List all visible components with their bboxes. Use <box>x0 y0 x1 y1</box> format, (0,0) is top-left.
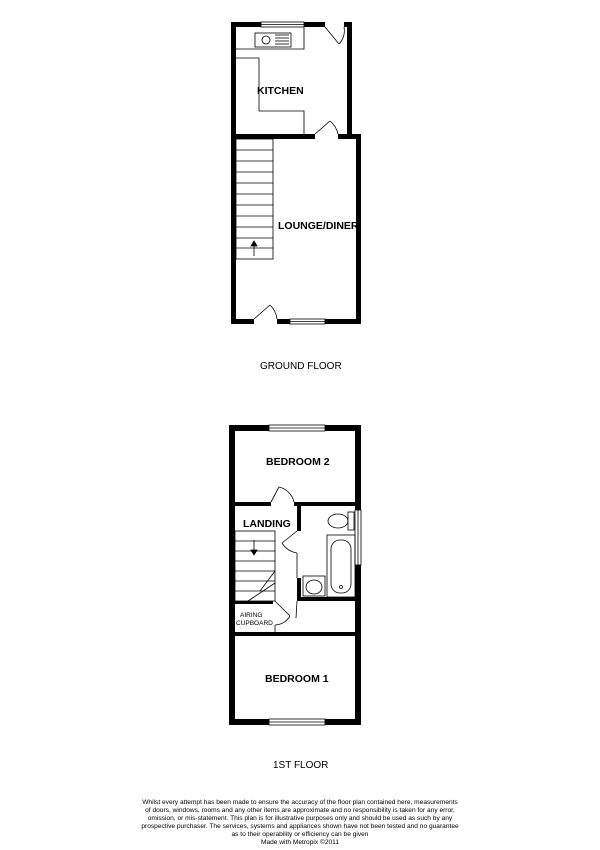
toilet-cistern <box>348 512 354 530</box>
room-label-cupboard: CUPBOARD <box>236 620 273 627</box>
staircase <box>236 139 273 259</box>
wall <box>347 22 352 139</box>
room-label-airing: AIRING <box>240 612 263 619</box>
room-label-landing: LANDING <box>243 518 291 530</box>
disclaimer-line: as to their operability or efficiency can be given <box>231 831 369 838</box>
wall <box>277 319 290 324</box>
bedroom1-door <box>296 601 297 618</box>
bathroom-door <box>282 531 297 543</box>
disclaimer-line: omission, or mis-statement. This plan is for illustrative purposes only and should be used as such by any <box>147 815 453 822</box>
wall <box>235 632 357 636</box>
disclaimer-text <box>110 799 490 847</box>
wall <box>229 425 235 725</box>
room-label-kitchen: KITCHEN <box>257 85 304 97</box>
disclaimer-line: prospective purchaser. The services, systems and appliances shown have not been tested and no guarantee <box>141 823 459 830</box>
airing-cupboard-door <box>275 601 290 616</box>
disclaimer-line: Whilst every attempt has been made to ensure the accuracy of the floor plan contained here, measurements <box>142 799 458 806</box>
room-label-bedroom-2: BEDROOM 2 <box>266 456 330 468</box>
room-label-lounge-diner: LOUNGE/DINER <box>278 220 359 232</box>
ground-floor-label: GROUND FLOOR <box>260 361 342 372</box>
wall <box>325 719 361 725</box>
wall <box>355 425 361 510</box>
wall <box>231 134 315 139</box>
wall <box>231 22 261 27</box>
disclaimer-line: Made with Metropix ©2011 <box>260 839 340 846</box>
staircase <box>235 531 275 601</box>
lounge-door <box>315 121 330 134</box>
wall <box>297 578 301 600</box>
wall <box>231 319 254 324</box>
wall <box>325 319 361 324</box>
bedroom2-door <box>271 487 279 502</box>
ground-floor-plan <box>231 22 361 324</box>
ground-floor-fixtures <box>236 22 344 324</box>
wall <box>297 506 301 531</box>
wall <box>294 502 357 506</box>
room-label-bedroom-1: BEDROOM 1 <box>265 673 329 685</box>
wall <box>235 502 271 506</box>
wall <box>304 22 325 27</box>
front-door <box>254 305 270 319</box>
wall <box>355 565 361 725</box>
toilet-bowl <box>328 514 348 528</box>
wall <box>231 22 236 324</box>
wall <box>297 597 357 601</box>
wall <box>229 719 269 725</box>
disclaimer-line: of doors, windows, rooms and any other items are approximate and no responsibility is taken for any error, <box>145 807 455 814</box>
wall <box>235 601 273 604</box>
first-floor-label: 1ST FLOOR <box>273 760 329 771</box>
kitchen-door <box>325 27 339 44</box>
